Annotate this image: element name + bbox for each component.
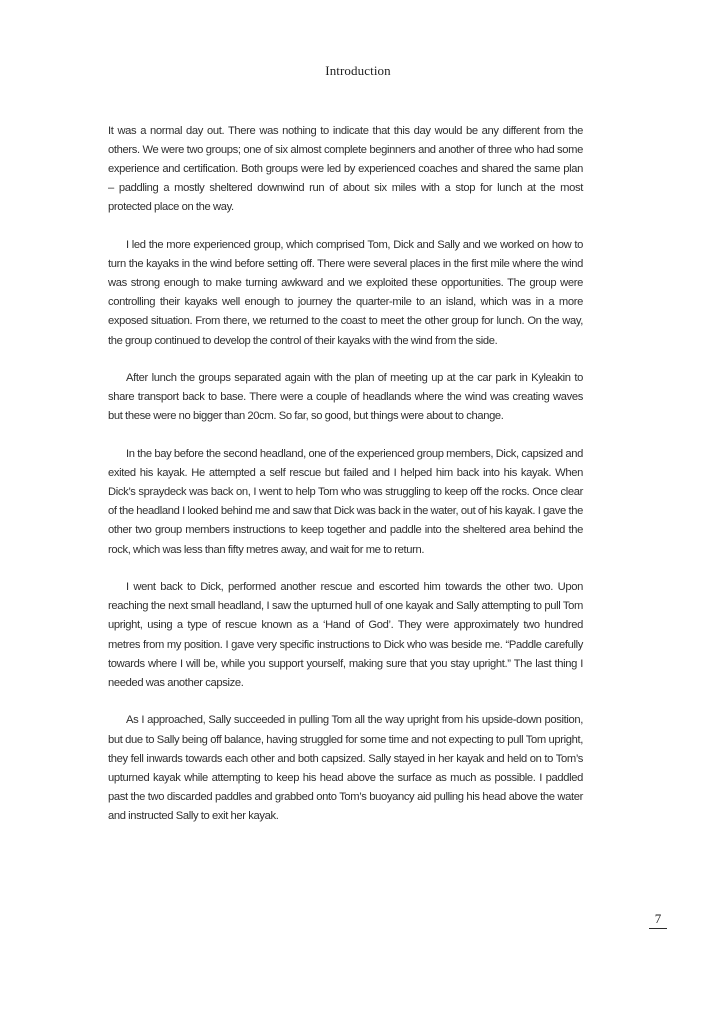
paragraph-2: I led the more experienced group, which comprised Tom, Dick and Sally and we worked on how to turn the kayaks in the wind before setting off. There were several places in the first mile where the wind was strong enough to make turning awkward and we exploited these opportunities. The group were controlling their kayaks well enough to journey the quarter-mile to an island, which was in a more exposed situation. From there, we returned to the coast to meet the other group for lunch. On the way, the group continued to develop the control of their kayaks with the wind from the side.	[108, 239, 583, 347]
running-head-title: Introduction	[325, 63, 391, 78]
body-text	[108, 122, 583, 845]
paragraph-3: After lunch the groups separated again with the plan of meeting up at the car park in Kyleakin to share transport back to base. There were a couple of headlands where the wind was creating waves but these were no bigger than 20cm. So far, so good, but things were about to change.	[108, 372, 583, 423]
paragraph-1: It was a normal day out. There was nothing to indicate that this day would be any different from the others. We were two groups; one of six almost complete beginners and another of three who had some experience and certification. Both groups were led by experienced coaches and shared the same plan – paddling a mostly sheltered downwind run of about six miles with a stop for lunch at the most protected place on the way.	[108, 125, 583, 214]
paragraph-4: In the bay before the second headland, one of the experienced group members, Dick, capsized and exited his kayak. He attempted a self rescue but failed and I helped him back into his kayak. When Dick’s spraydeck was back on, I went to help Tom who was struggling to keep off the rocks. Once clear of the headland I looked behind me and saw that Dick was back in the water, out of his kayak. I gave the other two group members instructions to keep together and paddle into the sheltered area behind the rock, which was less than fifty metres away, and wait for me to return.	[108, 448, 583, 556]
paragraph-6: As I approached, Sally succeeded in pulling Tom all the way upright from his upside-down position, but due to Sally being off balance, having struggled for some time and not expecting to pull Tom upright, they fell inwards towards each other and both capsized. Sally stayed in her kayak and held on to Tom’s upturned kayak while attempting to keep his head above the surface as much as possible. I paddled past the two discarded paddles and grabbed onto Tom’s buoyancy aid pulling his head above the water and instructed Sally to exit her kayak.	[108, 714, 583, 822]
page-number: 7	[649, 911, 667, 929]
paragraph-5: I went back to Dick, performed another rescue and escorted him towards the other two. Upon reaching the next small headland, I saw the upturned hull of one kayak and Sally attempting to pull Tom upright, using a type of rescue known as a ‘Hand of God’. They were approximately two hundred metres from my position. I gave very specific instructions to Dick who was beside me. “Paddle carefully towards where I will be, while you support yourself, making sure that you stay upright.” The last thing I needed was another capsize.	[108, 581, 583, 689]
